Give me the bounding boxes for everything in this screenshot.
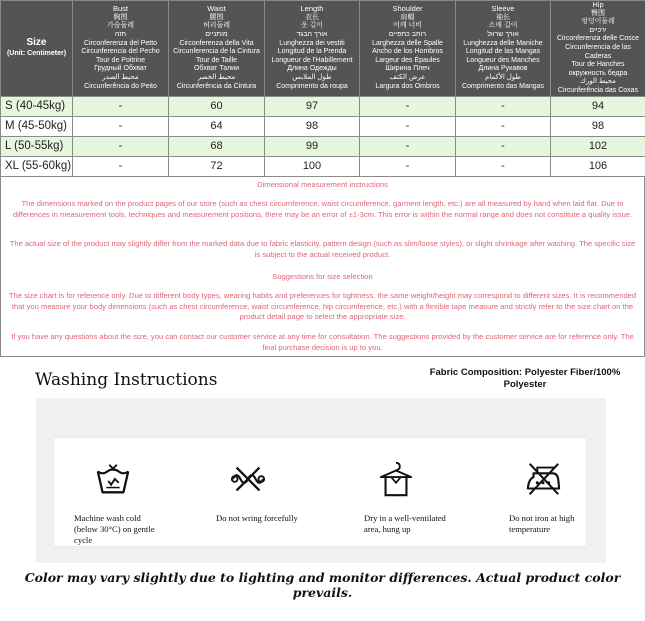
table-row bbox=[1, 156, 645, 176]
column-translation: Circunferencia del Pecho bbox=[81, 48, 160, 56]
size-label-cell: L (50-55kg) bbox=[1, 136, 73, 156]
column-translation: Lunghezza dei vestiti bbox=[279, 39, 345, 47]
column-title: Bust bbox=[112, 4, 128, 14]
hang-dry-icon bbox=[377, 460, 415, 498]
washing-title: Washing Instructions bbox=[35, 370, 218, 390]
column-translation: 가슴둘레 bbox=[106, 22, 135, 30]
column-title: Sleeve bbox=[491, 4, 515, 14]
measurement-cell: - bbox=[456, 96, 551, 116]
column-translation: Tour de Taille bbox=[195, 56, 238, 64]
column-translation: محيط الخصر bbox=[197, 74, 236, 82]
column-translation: Longueur de l'Habillement bbox=[271, 56, 353, 64]
column-translation: Circunferência das Coxas bbox=[557, 86, 639, 94]
measurement-cell: - bbox=[360, 116, 456, 136]
measurement-cell: 102 bbox=[551, 136, 645, 156]
column-translation: Lunghezza delle Maniche bbox=[463, 39, 543, 47]
hip-column-header bbox=[551, 1, 645, 97]
sleeve-column-header bbox=[456, 1, 551, 97]
waist-column-header bbox=[169, 1, 265, 97]
table-row bbox=[1, 116, 645, 136]
measurement-cell: 68 bbox=[169, 136, 265, 156]
measurement-cell: - bbox=[73, 116, 169, 136]
column-translation: Circunferencia de las Caderas bbox=[565, 43, 631, 60]
care-card bbox=[54, 438, 586, 546]
care-label-dry: Dry in a well-ventilated area, hung up bbox=[364, 513, 446, 534]
measurement-cell: 99 bbox=[265, 136, 360, 156]
size-label-cell: XL (55-60kg) bbox=[1, 156, 73, 176]
column-translation: 엉덩이둘레 bbox=[581, 18, 615, 26]
column-translation: 腰围 bbox=[209, 13, 224, 21]
column-translation: Circunferência da Cintura bbox=[176, 82, 257, 90]
shoulder-column-header bbox=[360, 1, 456, 97]
column-translation: רוחב כתפיים bbox=[388, 31, 427, 39]
measurement-cell: - bbox=[73, 136, 169, 156]
column-translation: Largura dos Ombros bbox=[375, 82, 440, 90]
column-translation: طول الملابس bbox=[292, 74, 332, 82]
column-translation: 袖长 bbox=[496, 13, 510, 21]
column-translation: Circunferência do Peito bbox=[84, 82, 157, 90]
bust-column-header bbox=[73, 1, 169, 97]
column-translation: Circonferenza del Petto bbox=[83, 39, 158, 47]
column-translation: Обхват Талии bbox=[193, 65, 239, 73]
measurement-cell: 98 bbox=[265, 116, 360, 136]
table-row bbox=[1, 136, 645, 156]
column-translation: 胸围 bbox=[113, 13, 128, 21]
notes-paragraph-contact: If you have any questions about the size, you can contact our customer service at any time for consultation. The suggestions provided by the customer service are for reference only. The final purchase decision is up to you. bbox=[11, 332, 634, 352]
column-translation: 肩幅 bbox=[400, 13, 415, 21]
measurement-cell: 98 bbox=[551, 116, 645, 136]
column-translation: محيط الورك bbox=[580, 78, 616, 86]
column-translation: Longitud de la Prenda bbox=[277, 48, 347, 56]
column-translation: Circunferencia de la Cintura bbox=[173, 48, 260, 56]
care-label-iron: Do not iron at high temperature bbox=[509, 513, 575, 534]
measurement-cell: 94 bbox=[551, 96, 645, 116]
size-column-header: Size (Unit: Centimeter) bbox=[1, 1, 73, 97]
column-translation: Ancho de los Hombros bbox=[372, 48, 443, 56]
machine-wash-cold-icon bbox=[94, 460, 132, 498]
do-not-iron-icon bbox=[524, 460, 562, 498]
column-title: Waist bbox=[207, 4, 226, 14]
column-translation: Comprimento da roupa bbox=[276, 82, 348, 90]
column-translation: محيط الصدر bbox=[102, 74, 139, 82]
do-not-wring-icon bbox=[229, 460, 267, 498]
measurement-cell: 72 bbox=[169, 156, 265, 176]
fabric-composition: Fabric Composition: Polyester Fiber/100% Polyester bbox=[429, 367, 621, 390]
notes-heading-measurement: Dimensional measurement instructions bbox=[257, 180, 388, 189]
column-translation: Circonferenza della Vita bbox=[179, 39, 254, 47]
measurement-cell: 106 bbox=[551, 156, 645, 176]
column-title: Shoulder bbox=[392, 4, 423, 14]
column-translation: Larghezza delle Spalle bbox=[372, 39, 443, 47]
measurement-cell: - bbox=[456, 116, 551, 136]
color-disclaimer: Color may vary slightly due to lighting and monitor differences. Actual product color prevails. bbox=[24, 570, 621, 600]
column-translation: 소매 길이 bbox=[488, 22, 518, 30]
column-translation: 허리둘레 bbox=[202, 22, 231, 30]
column-title: Length bbox=[300, 4, 324, 14]
column-translation: Ширина Плеч bbox=[385, 65, 430, 73]
column-translation: אורך הבגד bbox=[296, 31, 328, 39]
column-translation: ירכיים bbox=[589, 26, 607, 34]
measurement-notes bbox=[0, 177, 645, 357]
measurement-cell: 64 bbox=[169, 116, 265, 136]
table-row bbox=[1, 96, 645, 116]
notes-heading-suggestions: Suggestions for size selection bbox=[272, 272, 373, 281]
column-translation: מותניים bbox=[205, 31, 228, 39]
column-translation: Tour de Poitrine bbox=[95, 56, 146, 64]
measurement-cell: - bbox=[73, 96, 169, 116]
measurement-cell: - bbox=[360, 136, 456, 156]
column-title: Hip bbox=[592, 0, 604, 9]
column-translation: Longueur des Manches bbox=[466, 56, 540, 64]
care-label-wash: Machine wash cold (below 30°C) on gentle cycle bbox=[74, 513, 155, 545]
length-column-header bbox=[265, 1, 360, 97]
column-translation: окружность бедра bbox=[568, 69, 628, 77]
measurement-cell: 60 bbox=[169, 96, 265, 116]
column-translation: Largeur des Épaules bbox=[375, 56, 440, 64]
column-translation: 옷 길이 bbox=[300, 22, 324, 30]
column-translation: 臀围 bbox=[591, 9, 605, 17]
column-translation: Tour de Hanches bbox=[571, 61, 625, 69]
size-label-cell: S (40-45kg) bbox=[1, 96, 73, 116]
column-translation: Длина Одежды bbox=[287, 65, 337, 73]
measurement-cell: - bbox=[456, 156, 551, 176]
column-translation: חזה bbox=[114, 31, 127, 39]
size-table bbox=[0, 0, 645, 177]
measurement-cell: 100 bbox=[265, 156, 360, 176]
column-translation: عرض الكتف bbox=[389, 74, 426, 82]
column-translation: אורך שרוול bbox=[487, 31, 519, 39]
notes-paragraph-error: The dimensions marked on the product pages of our store (such as chest circumference, waist circumference, garment length, etc.) are all measured by hand when laid flat. Due to differences in measurement tools, techniques and measurement positions, there may be an error of ±1-3cm. This error is within the normal range and does not constitute a quality issue. bbox=[12, 199, 633, 219]
size-label-cell: M (45-50kg) bbox=[1, 116, 73, 136]
column-translation: Грудный Обхват bbox=[94, 65, 147, 73]
care-label-wring: Do not wring forcefully bbox=[216, 513, 298, 523]
column-translation: Longitud de las Mangas bbox=[465, 48, 541, 56]
column-translation: طول الأكمام bbox=[484, 74, 521, 82]
washing-panel bbox=[36, 398, 606, 563]
column-translation: 衣长 bbox=[305, 13, 319, 21]
column-translation: Длина Рукавов bbox=[478, 65, 528, 73]
measurement-cell: 97 bbox=[265, 96, 360, 116]
column-translation: Circonferenza delle Cosce bbox=[556, 35, 640, 43]
measurement-cell: - bbox=[360, 156, 456, 176]
table-header-row bbox=[1, 1, 645, 97]
notes-paragraph-reference: The size chart is for reference only. Due to different body types, wearing habits and preferences for tightness, the same weight/height may correspond to different sizes. It is recommended that you measure your body dimensions (such as chest circumference, waist circumference, hip circumference, etc.) with a flexible tape measure and strictly refer to the size chart on the product detail page to select the appropriate size. bbox=[8, 291, 637, 321]
measurement-cell: - bbox=[73, 156, 169, 176]
column-translation: Comprimento das Mangas bbox=[461, 82, 545, 90]
notes-paragraph-actual-size: The actual size of the product may slightly differ from the marked data due to fabric elasticity, pattern design (such as slim/loose styles), or slight shrinkage after washing. The specific size is subject to the actual received product. bbox=[9, 239, 636, 259]
measurement-cell: - bbox=[456, 136, 551, 156]
column-translation: 어깨 너비 bbox=[393, 22, 422, 30]
measurement-cell: - bbox=[360, 96, 456, 116]
